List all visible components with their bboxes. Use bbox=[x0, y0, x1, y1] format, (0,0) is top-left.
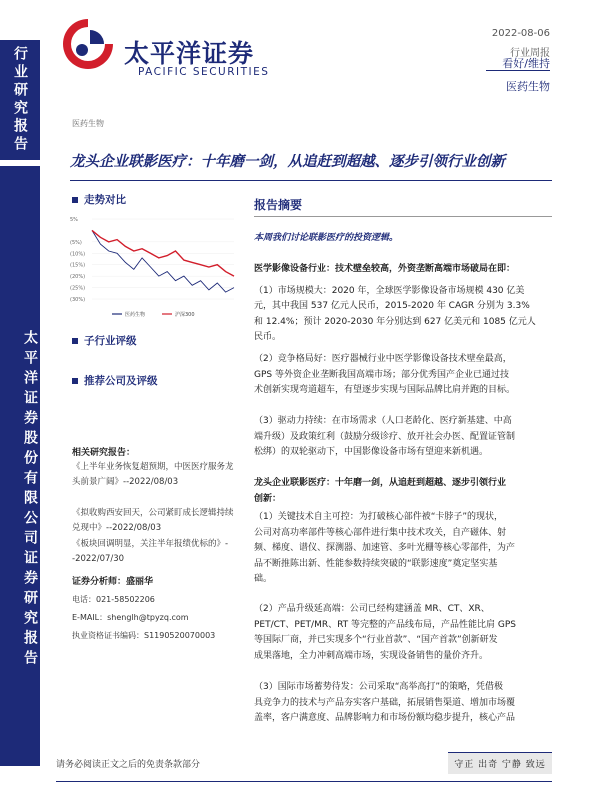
section-marker-icon bbox=[72, 338, 78, 344]
title-divider bbox=[70, 180, 552, 181]
recommend-title: 推荐公司及评级 bbox=[84, 375, 158, 387]
logo-name-cn: 太平洋证券 bbox=[124, 39, 255, 68]
rating-underline bbox=[486, 70, 550, 71]
report-date: 2022-08-06 bbox=[491, 28, 550, 39]
y-tick-label: (30%) bbox=[70, 297, 86, 303]
y-tick-label: 5% bbox=[70, 217, 78, 223]
abstract-paragraph-5 bbox=[254, 602, 554, 664]
text-line: （3）国际市场蓄势待发：公司采取“高举高打”的策略，凭借极 bbox=[254, 682, 504, 692]
analyst-license: 执业资格证书编码：S1190520070003 bbox=[72, 631, 216, 640]
related-report-item[interactable]: 《拟收购西安回天，公司紧盯成长逻辑持续兑现中》--2022/08/03 bbox=[72, 508, 234, 533]
disclaimer-note: 请务必阅读正文之后的免责条款部分 bbox=[56, 760, 201, 770]
text-line: 端升级）及政策红利（鼓励分级诊疗、放开社会办医、配置证管制 bbox=[254, 431, 516, 442]
y-tick-label: (15%) bbox=[70, 262, 86, 269]
related-reports-heading: 相关研究报告： bbox=[72, 448, 136, 458]
footer-divider bbox=[56, 781, 552, 782]
text-line: 频、梯度、谱仪、探测器、加速管、多叶光栅等核心零部件，为产 bbox=[254, 543, 516, 553]
analyst-email[interactable]: E-MAIL：shenglh@tpyzq.com bbox=[72, 613, 189, 622]
text-line: （2）产品升级延高端：公司已经构建涵盖 MR、CT、XR、 bbox=[254, 604, 490, 614]
section-marker-icon bbox=[72, 197, 78, 203]
y-tick-label: (25%) bbox=[70, 285, 86, 292]
y-tick-label: (10%) bbox=[70, 251, 86, 258]
analyst-heading: 证券分析师：盛丽华 bbox=[72, 577, 154, 587]
related-report-item[interactable]: 《上半年业务恢复超预期，中医医疗服务龙头前景广阔》--2022/08/03 bbox=[72, 462, 234, 487]
text-line: 术创新实现弯道超车，有望逐步实现与国际品牌比肩并跑的目标。 bbox=[254, 385, 516, 395]
report-type: 行业周报 bbox=[510, 48, 550, 59]
recommend-heading bbox=[72, 373, 158, 388]
abstract-paragraph-1 bbox=[254, 262, 554, 346]
text-line: 公司对高功率部件等核心部件进行集中技术攻关，自产磁体、射 bbox=[254, 527, 507, 538]
abstract-paragraph-6 bbox=[254, 680, 554, 727]
text-line: 础。 bbox=[254, 574, 273, 584]
sub-industry-rating-heading bbox=[72, 333, 137, 348]
abstract-paragraph-2 bbox=[254, 352, 554, 399]
paragraph-heading: 创新： bbox=[254, 493, 282, 504]
industry-rating: 看好/维持 bbox=[502, 57, 550, 70]
side-banner-company: 太平洋证券股份有限公司证券研究报告 bbox=[0, 166, 40, 766]
legend-label: 医药生物 bbox=[125, 312, 146, 318]
legend-label: 沪深300 bbox=[175, 312, 195, 318]
text-line: （2）竞争格局好：医疗器械行业中医学影像设备技术壁垒最高， bbox=[254, 354, 512, 364]
related-report-item[interactable]: 《板块回调明显，关注半年报绩优标的》--2022/07/30 bbox=[72, 539, 229, 564]
y-tick-label: (20%) bbox=[70, 274, 86, 281]
trend-chart bbox=[68, 213, 238, 325]
text-line: 和 12.4%；预计 2020-2030 年分别达到 627 亿美元和 1085 亿元人 bbox=[254, 316, 536, 327]
text-line: 品不断推陈出新、性能参数持续突破的“联影速度”奠定坚实基 bbox=[254, 558, 498, 569]
text-line: 盖率，客户满意度、品牌影响力和市场份额均稳步提升，核心产品 bbox=[254, 713, 516, 723]
paragraph-heading: 医学影像设备行业：技术壁垒较高，外资垄断高端市场破局在即： bbox=[254, 264, 516, 274]
y-tick-label: (5%) bbox=[70, 239, 82, 246]
text-line: 松绑）的双轮驱动下，中国影像设备市场有望迎来新机遇。 bbox=[254, 447, 489, 457]
abstract-paragraph-4 bbox=[254, 476, 554, 588]
text-line: （3）驱动力持续：在市场需求（人口老龄化、医疗新基建、中高 bbox=[254, 416, 512, 426]
abstract-divider bbox=[254, 216, 552, 217]
text-line: 成果落地，全力冲刺高端市场，实现设备销售的量价齐升。 bbox=[254, 650, 489, 661]
abstract-title: 报告摘要 bbox=[254, 198, 303, 212]
report-title: 龙头企业联影医疗：十年磨一剑，从追赶到超越、逐步引领行业创新 bbox=[70, 153, 505, 170]
paragraph-heading: 龙头企业联影医疗：十年磨一剑，从追赶到超越、逐步引领行业 bbox=[254, 478, 507, 488]
sector-small-label: 医药生物 bbox=[72, 119, 104, 128]
trend-section-heading bbox=[72, 192, 126, 207]
sub-industry-rating-title: 子行业评级 bbox=[84, 335, 137, 347]
text-line: （1）关键技术自主可控：为打破核心部件被“卡脖子”的现状， bbox=[254, 512, 504, 522]
trend-title: 走势对比 bbox=[84, 194, 126, 206]
text-line: 等国际厂商，并已实现多个“行业首款”、“国产首款”创新研发 bbox=[254, 635, 498, 645]
side-banner-industry-report: 行业研究报告 bbox=[0, 40, 40, 160]
abstract-paragraph-3 bbox=[254, 414, 554, 461]
company-motto: 守正 出奇 宁静 致远 bbox=[448, 752, 552, 774]
text-line: （1）市场规模大：2020 年，全球医学影像设备市场规模 430 亿美 bbox=[254, 285, 525, 296]
series-line-pharma bbox=[92, 230, 234, 292]
text-line: 民币。 bbox=[254, 332, 282, 342]
text-line: 元，其中我国 537 亿元人民币，2015-2020 年 CAGR 分别为 3.3% bbox=[254, 301, 530, 311]
text-line: 具竞争力的技术与产品夯实客户基础，拓展销售渠道、增加市场覆 bbox=[254, 697, 516, 708]
section-marker-icon bbox=[72, 378, 78, 384]
text-line: PET/CT、PET/MR、RT 等完整的产品线布局，产品性能比肩 GPS bbox=[254, 619, 517, 630]
logo-name-en: PACIFIC SECURITIES bbox=[138, 66, 270, 78]
analyst-phone: 电话：021-58502206 bbox=[72, 595, 155, 604]
abstract-intro: 本周我们讨论联影医疗的投资逻辑。 bbox=[254, 233, 399, 243]
sector-label: 医药生物 bbox=[506, 80, 550, 93]
pacific-securities-logo-icon bbox=[60, 16, 116, 72]
text-line: GPS 等外资企业垄断我国高端市场；部分优秀国产企业已通过技 bbox=[254, 369, 509, 380]
